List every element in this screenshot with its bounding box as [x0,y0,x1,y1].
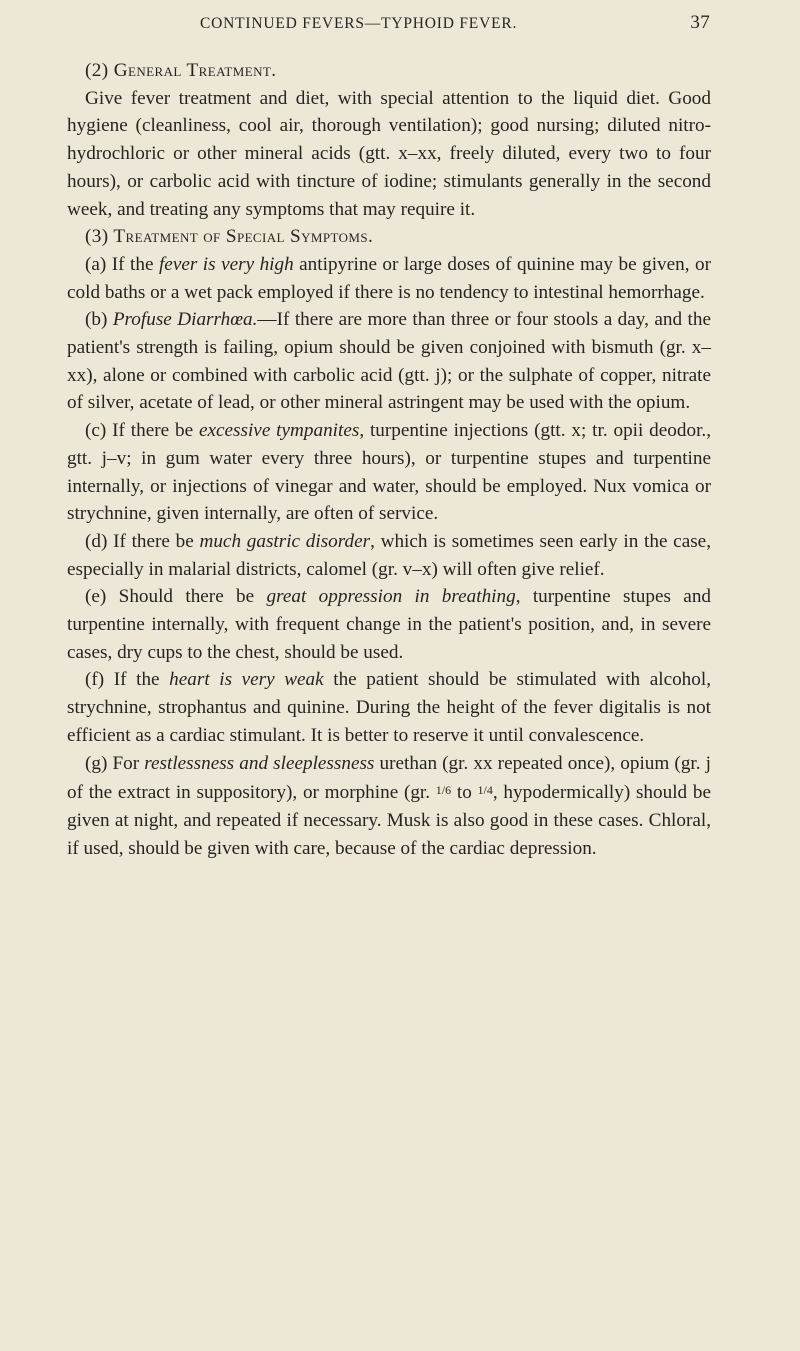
fraction-one-sixth: 1/6 [435,783,452,798]
paragraph-a-emphasis: fever is very high [158,253,294,275]
special-symptoms-heading: (3) Treatment of Special Symptoms. [85,226,374,248]
paragraph-b-text: —If there are more than three or four stools a day, and the patient's strength is failing, opium should be given conjoined with bismuth (gr. x–xx), alone or combined with carbolic acid (gtt. j); or the sulphate of copper, nitrate of silver, acetate of lead, or other mineral astringent may be used with the opium. [67,309,711,414]
paragraph-g-emphasis: restlessness and sleeplessness [144,752,375,774]
paragraph-b-emphasis: Profuse Diarrhœa. [112,309,258,331]
paragraph-b [67,306,711,417]
paragraph-g-text-3: , hypodermically) should be given at night, and repeated if necessary. Musk is also good in these cases. Chloral, if used, should be given with care, because of the cardiac depression. [67,782,711,859]
paragraph-f-text: the patient should be stimulated with alcohol, strychnine, strophantus and quinine. During the height of the fever digitalis is not efficient as a cardiac stimulant. It is better to reserve it until convalescence. [67,669,712,746]
paragraph-d-emphasis: much gastric disorder [199,530,371,552]
paragraph-e [67,583,711,666]
fraction-one-quarter: 1/4 [477,783,493,798]
general-treatment-heading: (2) General Treatment. [85,60,277,81]
running-head [200,12,710,34]
paragraph-b-label: (b) [85,309,113,331]
paragraph-c-label: (c) If there be [85,420,199,442]
paragraph-a [67,251,711,306]
paragraph-c-text: , turpentine injections (gtt. x; tr. opii deodor., gtt. j–v; in gum water every three hours), or turpentine stupes and turpentine internally, or injections of vinegar and water, should be employed. Nux vomica or strychnine, given internally, are often of service. [67,420,711,525]
running-title: CONTINUED FEVERS—TYPHOID FEVER. [200,15,518,32]
page-number: 37 [690,12,710,33]
paragraph-e-text: , turpentine stupes and turpentine internally, with frequent change in the patient's position, and, in severe cases, dry cups to the chest, should be used. [67,586,712,663]
paragraph-d [67,528,711,583]
paragraph-g-text-2: to [451,782,478,804]
paragraph-f-label: (f) If the [85,669,170,691]
paragraph-c-emphasis: excessive tympanites [198,420,360,442]
paragraph-g-text-1: urethan (gr. xx repeated once), opium (gr. j of the extract in suppository), or morphine (gr. [67,752,711,804]
paragraph-d-label: (d) If there be [85,530,200,552]
paragraph-e-emphasis: great oppression in breathing [266,586,516,608]
paragraph-e-label: (e) Should there be [85,586,267,608]
paragraph-g [67,750,711,863]
paragraph-a-text: antipyrine or large doses of quinine may be given, or cold baths or a wet pack employed if there is no tendency to intestinal hemorrhage. [67,253,711,303]
page-body [67,57,711,862]
general-treatment-paragraph: Give fever treatment and diet, with special attention to the liquid diet. Good hygiene (cleanliness, cool air, thorough ventilation); good nursing; diluted nitro-hydrochloric or other mineral acids (gtt. x–xx, freely diluted, every two to four hours), or carbolic acid with tincture of iodine; stimulants generally in the second week, and treating any symptoms that may require it. [67,87,711,220]
paragraph-g-label: (g) For [85,752,145,774]
paragraph-f [67,666,711,749]
paragraph-d-text: , which is sometimes seen early in the case, especially in malarial districts, calomel (gr. v–x) will often give relief. [67,530,711,580]
paragraph-f-emphasis: heart is very weak [169,669,324,691]
paragraph-c [67,417,711,528]
paragraph-a-label: (a) If the [85,253,159,275]
